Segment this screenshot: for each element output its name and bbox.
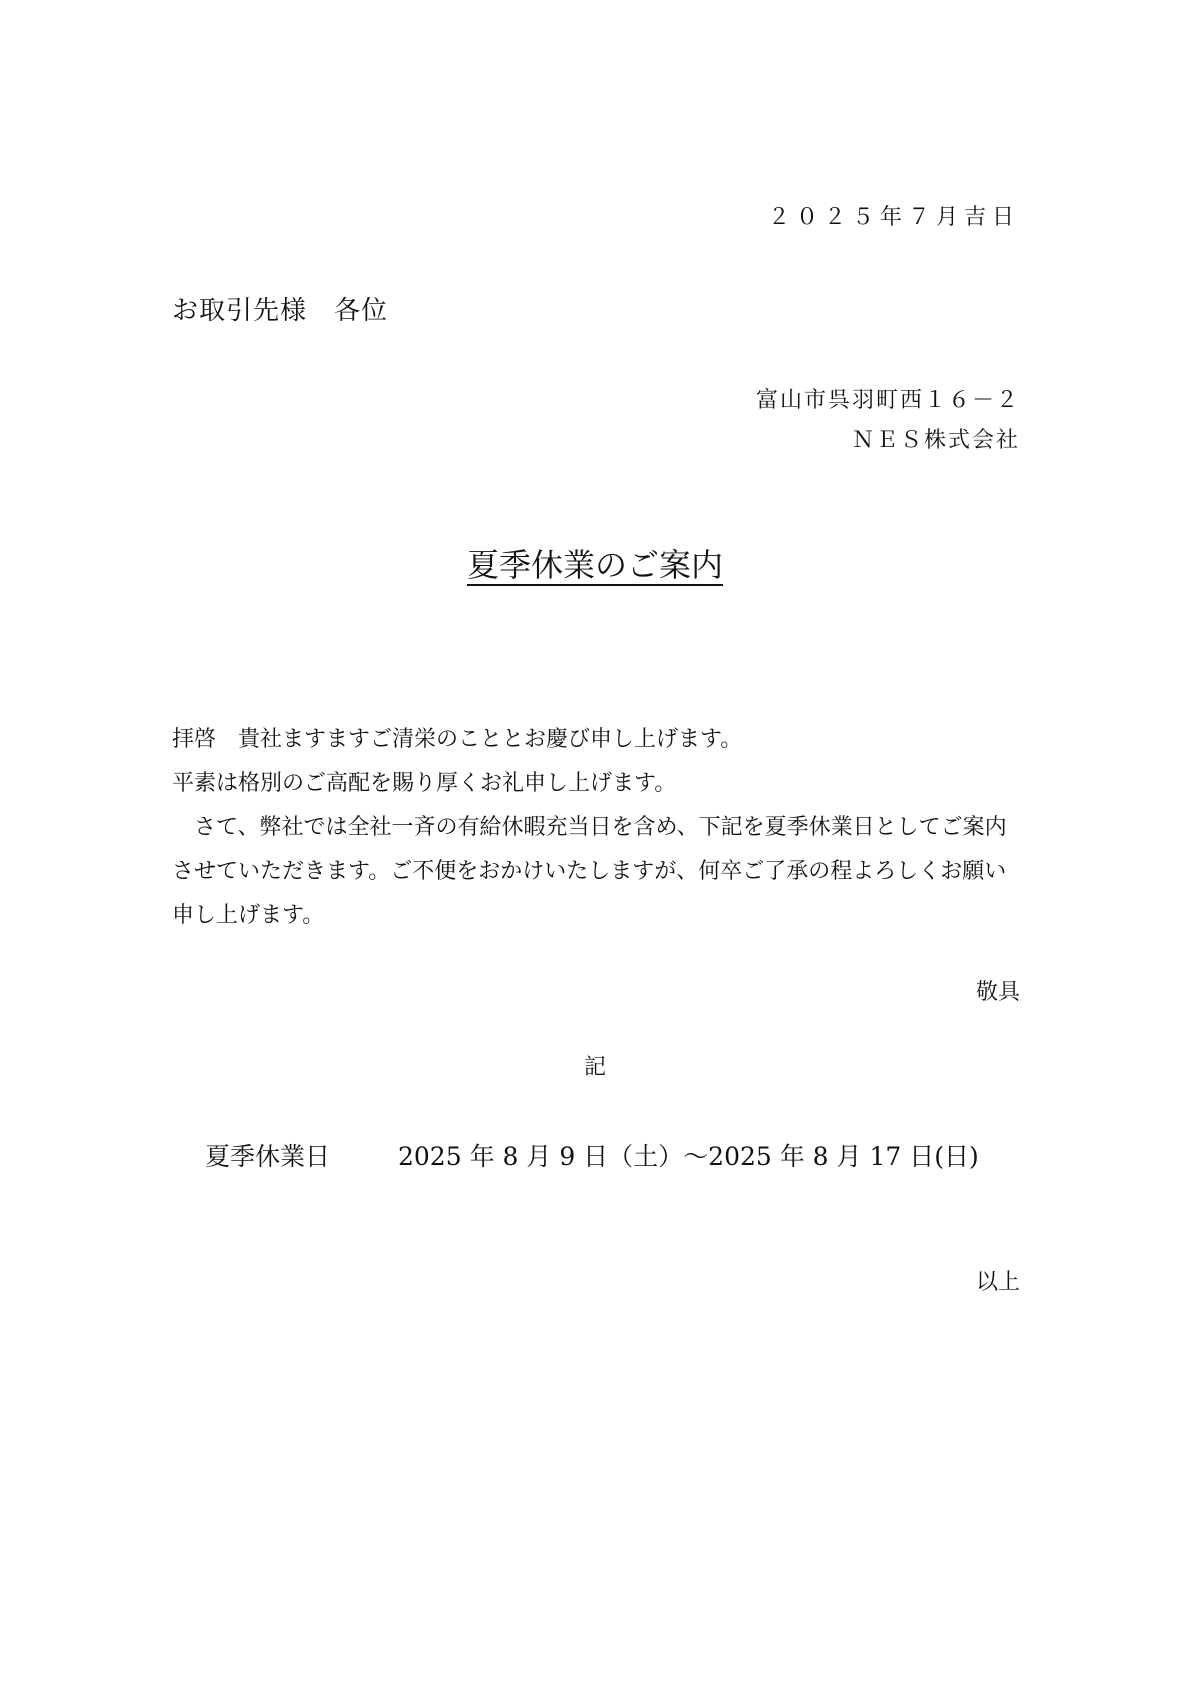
body-paragraph-1	[172, 718, 1022, 762]
addressee: お取引先様 各位	[172, 296, 389, 326]
body-text: 平素は格別のご高配を賜り厚くお礼申し上げます。	[172, 771, 677, 796]
letter-date: ２０２５年７月吉日	[767, 205, 1020, 230]
holiday-label: 夏季休業日	[205, 1142, 331, 1171]
sender-address: 富山市呉羽町西１６－２	[755, 388, 1020, 413]
holiday-period: 2025 年 8 月 9 日（土）～2025 年 8 月 17 日(日)	[398, 1142, 979, 1171]
letter-title: 夏季休業のご案内	[466, 546, 723, 584]
ki-marker: 記	[583, 1055, 606, 1080]
closing-ijou: 以上	[975, 1270, 1020, 1295]
body-paragraph-2	[172, 762, 1022, 806]
sender-company: ＮＥＳ株式会社	[851, 428, 1020, 453]
body-paragraph-3	[172, 806, 1022, 938]
letter-title-wrap	[0, 540, 1190, 586]
body-text: さて、弊社では全社一斉の有給休暇充当日を含め、下記を夏季休業日としてご案内させていただきます。ご不便をおかけいたしますが、何卒ご了承の程よろしくお願い申し上げます。	[172, 815, 1007, 928]
body-text: 拝啓 貴社ますますご清栄のこととお慶び申し上げます。	[172, 727, 743, 752]
closing-keigu: 敬具	[975, 980, 1020, 1005]
